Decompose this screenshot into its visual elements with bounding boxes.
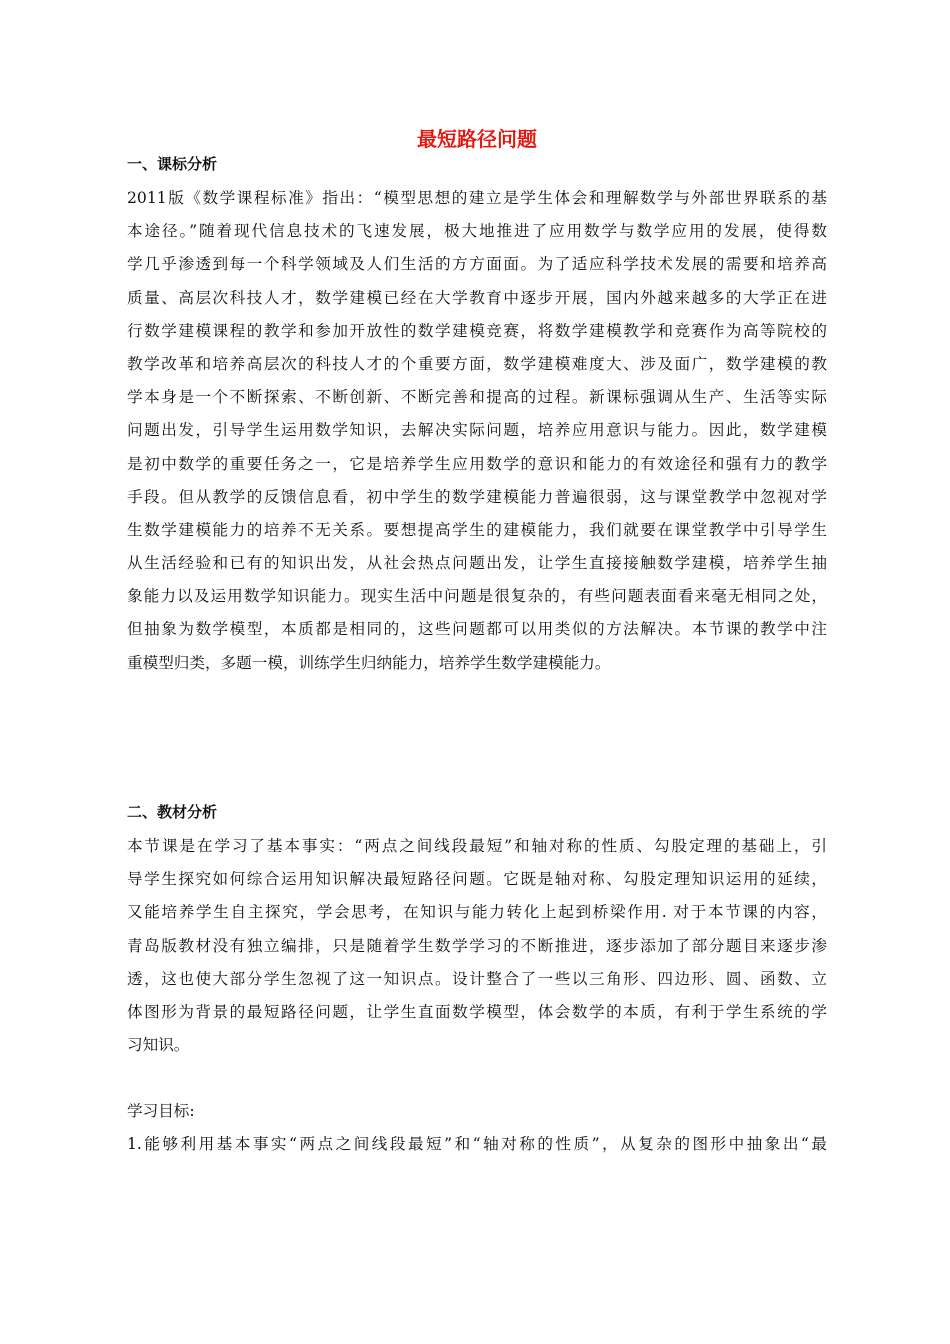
section-heading-textbook: 二、教材分析 <box>127 803 218 821</box>
text-line: 透，这也使大部分学生忽视了这一知识点。设计整合了一些以三角形、四边形、圆、函数、立 <box>127 969 827 988</box>
text-line: 又能培养学生自主探究，学会思考，在知识与能力转化上起到桥梁作用. 对于本节课的内容， <box>127 903 827 922</box>
text-line: 重模型归类，多题一模，训练学生归纳能力，培养学生数学建模能力。 <box>127 653 611 672</box>
text-line: 体图形为背景的最短路径问题，让学生直面数学模型，体会数学的本质，有利于学生系统的学 <box>127 1002 827 1021</box>
text-line: 2011版《数学课程标准》指出：“模型思想的建立是学生体会和理解数学与外部世界联系的基 <box>127 189 827 207</box>
text-line: 是初中数学的重要任务之一，它是培养学生应用数学的意识和能力的有效途径和强有力的教学 <box>127 454 827 473</box>
paragraph-textbook-analysis <box>127 830 827 1062</box>
text-line: 青岛版教材没有独立编排，只是随着学生数学学习的不断推进，逐步添加了部分题目来逐步渗 <box>127 936 827 955</box>
learning-objectives-label: 学习目标: <box>127 1102 195 1120</box>
learning-objective-item: 1.能够利用基本事实“两点之间线段最短”和“轴对称的性质”，从复杂的图形中抽象出“最 <box>127 1135 827 1153</box>
text-line: 本节课是在学习了基本事实：“两点之间线段最短”和轴对称的性质、勾股定理的基础上，引 <box>127 837 827 855</box>
text-line: 问题出发，引导学生运用数学知识，去解决实际问题，培养应用意识与能力。因此，数学建模 <box>127 421 827 440</box>
text-line: 从生活经验和已有的知识出发，从社会热点问题出发，让学生直接接触数学建模，培养学生抽 <box>127 554 827 573</box>
section-heading-curriculum: 一、课标分析 <box>127 155 218 173</box>
text-line: 学几乎渗透到每一个科学领域及人们生活的方方面面。为了适应科学技术发展的需要和培养高 <box>127 255 827 274</box>
text-line: 导学生探究如何综合运用知识解决最短路径问题。它既是轴对称、勾股定理知识运用的延续， <box>127 870 827 889</box>
text-line: 教学改革和培养高层次的科技人才的个重要方面，数学建模难度大、涉及面广，数学建模的教 <box>127 354 827 373</box>
text-line: 但抽象为数学模型，本质都是相同的，这些问题都可以用类似的方法解决。本节课的教学中注 <box>127 620 827 639</box>
text-line: 本途径。”随着现代信息技术的飞速发展，极大地推进了应用数学与数学应用的发展，使得数 <box>127 222 827 241</box>
document-title: 最短路径问题 <box>417 127 537 151</box>
text-line: 生数学建模能力的培养不无关系。要想提高学生的建模能力，我们就要在课堂教学中引导学生 <box>127 520 827 539</box>
text-line: 学本身是一个不断探索、不断创新、不断完善和提高的过程。新课标强调从生产、生活等实际 <box>127 388 827 407</box>
text-line: 质量、高层次科技人才，数学建模已经在大学教育中逐步开展，国内外越来越多的大学正在进 <box>127 288 827 307</box>
paragraph-curriculum-analysis <box>127 182 827 680</box>
text-line: 习知识。 <box>127 1036 190 1055</box>
text-line: 手段。但从教学的反馈信息看，初中学生的数学建模能力普遍很弱，这与课堂教学中忽视对学 <box>127 487 827 506</box>
text-line: 行数学建模课程的教学和参加开放性的数学建模竞赛，将数学建模教学和竞赛作为高等院校的 <box>127 321 827 340</box>
text-line: 象能力以及运用数学知识能力。现实生活中问题是很复杂的，有些问题表面看来毫无相同之处， <box>127 587 827 606</box>
